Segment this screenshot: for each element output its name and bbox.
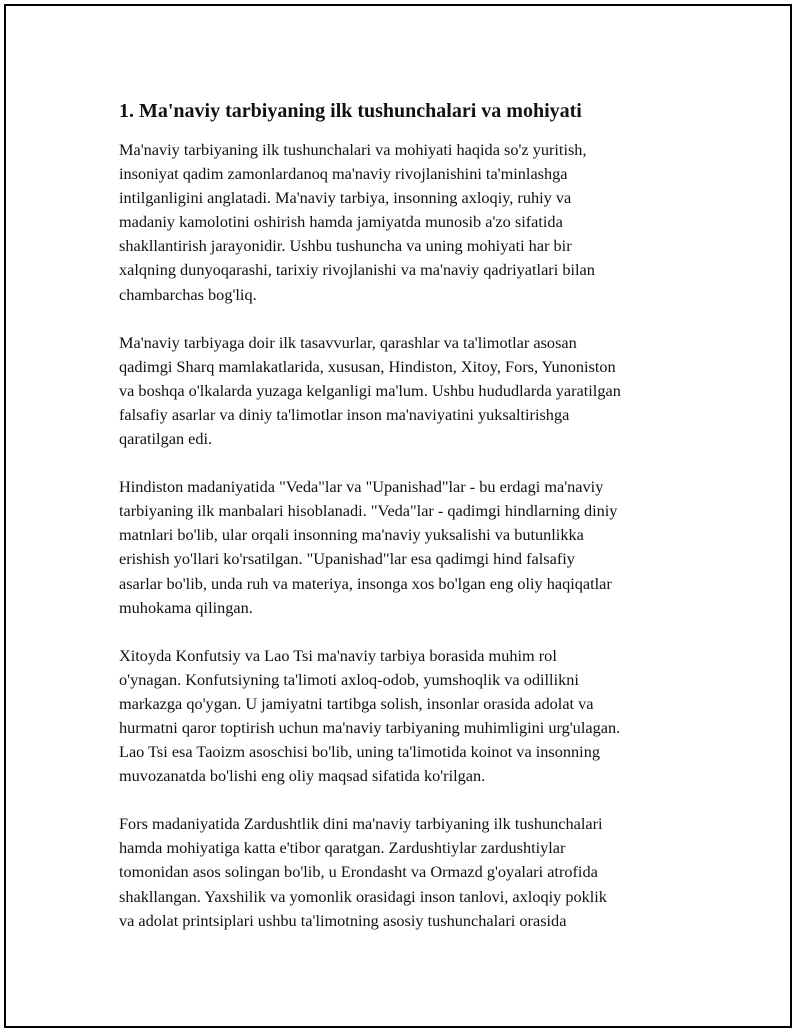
paragraph-2: [119, 331, 719, 451]
paragraph-line: shakllantirish jarayonidir. Ushbu tushuncha va uning mohiyati har bir: [119, 236, 572, 256]
paragraph-line: Ma'naviy tarbiyaning ilk tushunchalari va mohiyati haqida so'z yuritish,: [119, 140, 587, 159]
paragraph-line: asarlar bo'lib, unda ruh va materiya, insonga xos bo'lgan eng oliy haqiqatlar: [119, 573, 612, 593]
document-page: [4, 4, 792, 1028]
paragraph-line: Fors madaniyatida Zardushtlik dini ma'naviy tarbiyaning ilk tushunchalari: [119, 814, 603, 834]
paragraph-line: qadimgi Sharq mamlakatlarida, xususan, Hindiston, Xitoy, Fors, Yunoniston: [119, 356, 616, 376]
paragraph-line: matnlari bo'lib, ular orqali insonning ma'naviy yuksalishi va butunlikka: [119, 525, 584, 545]
paragraph-line: erishish yo'llari ko'rsatilgan. "Upanishad"lar esa qadimgi hind falsafiy: [119, 549, 575, 569]
paragraph-line: o'ynagan. Konfutsiyning ta'limoti axloq-odob, yumshoqlik va odillikni: [119, 669, 579, 689]
paragraph-4: [119, 644, 719, 789]
paragraph-line: va boshqa o'lkalarda yuzaga kelganligi ma'lum. Ushbu hududlarda yaratilgan: [119, 380, 621, 400]
paragraph-5: [119, 812, 719, 932]
paragraph-line: hurmatni qaror toptirish uchun ma'naviy tarbiyaning muhimligini urg'ulagan.: [119, 717, 621, 737]
paragraph-line: qaratilgan edi.: [119, 429, 213, 449]
paragraph-line: falsafiy asarlar va diniy ta'limotlar inson ma'naviyatini yuksaltirishga: [119, 404, 570, 424]
paragraph-line: Lao Tsi esa Taoizm asoschisi bo'lib, uning ta'limotida koinot va insonning: [119, 742, 600, 762]
paragraph-line: muhokama qilingan.: [119, 597, 253, 617]
paragraph-line: Ma'naviy tarbiyaga doir ilk tasavvurlar, qarashlar va ta'limotlar asosan: [119, 332, 577, 352]
paragraph-line: va adolat printsiplari ushbu ta'limotning asosiy tushunchalari orasida: [119, 910, 567, 930]
paragraph-line: muvozanatda bo'lishi eng oliy maqsad sifatida ko'rilgan.: [119, 766, 486, 786]
paragraph-line: markazga qo'ygan. U jamiyatni tartibga solish, insonlar orasida adolat va: [119, 693, 594, 713]
paragraph-3: [119, 475, 719, 620]
paragraph-line: xalqning dunyoqarashi, tarixiy rivojlanishi va ma'naviy qadriyatlari bilan: [119, 260, 595, 280]
paragraph-1: [119, 138, 719, 307]
paragraph-line: hamda mohiyatiga katta e'tibor qaratgan. Zardushtiylar zardushtiylar: [119, 838, 566, 858]
paragraph-line: insoniyat qadim zamonlardanoq ma'naviy rivojlanishini ta'minlashga: [119, 164, 568, 184]
paragraph-line: tarbiyaning ilk manbalari hisoblanadi. "Veda"lar - qadimgi hindlarning diniy: [119, 501, 618, 521]
paragraph-line: chambarchas bog'liq.: [119, 284, 257, 304]
paragraph-line: Xitoyda Konfutsiy va Lao Tsi ma'naviy tarbiya borasida muhim rol: [119, 645, 557, 665]
document-content: [119, 98, 719, 957]
paragraph-line: madaniy kamolotini oshirish hamda jamiyatda munosib a'zo sifatida: [119, 212, 563, 232]
paragraph-line: shakllangan. Yaxshilik va yomonlik orasidagi inson tanlovi, axloqiy poklik: [119, 886, 607, 906]
section-heading: 1. Ma'naviy tarbiyaning ilk tushunchalari va mohiyati: [119, 100, 582, 122]
paragraph-line: intilganligini anglatadi. Ma'naviy tarbiya, insonning axloqiy, ruhiy va: [119, 188, 572, 208]
paragraph-line: tomonidan asos solingan bo'lib, u Erondasht va Ormazd g'oyalari atrofida: [119, 862, 598, 882]
paragraph-line: Hindiston madaniyatida "Veda"lar va "Upanishad"lar - bu erdagi ma'naviy: [119, 477, 604, 497]
